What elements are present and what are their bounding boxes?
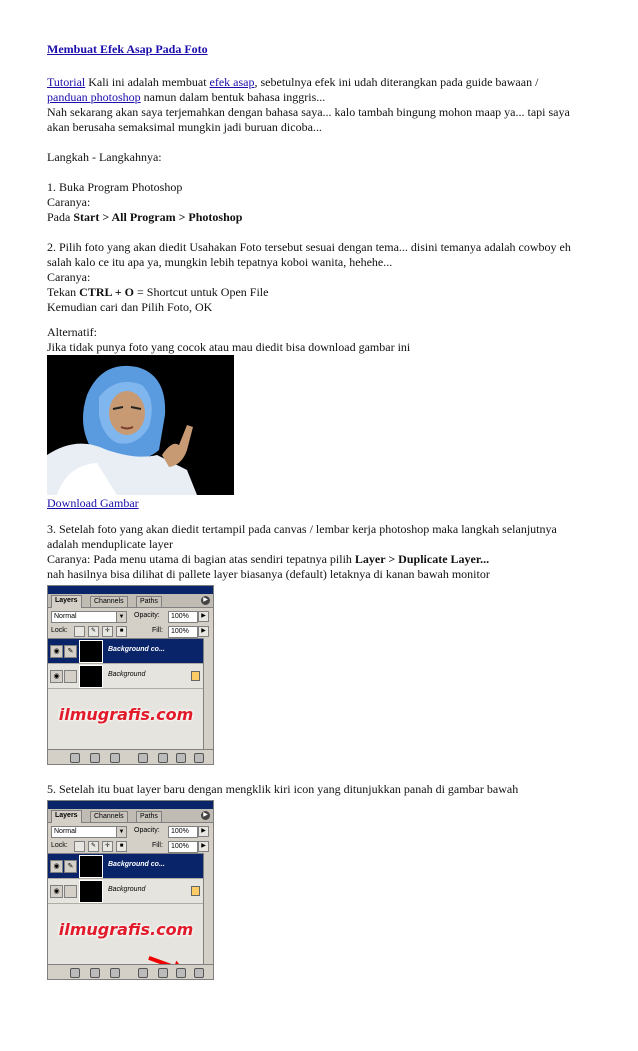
- lock-move-icon[interactable]: ✛: [102, 841, 113, 852]
- step1-caranya: Caranya:: [47, 195, 91, 209]
- panel-bottom-bar: [48, 749, 213, 764]
- step2-line-5: Kemudian cari dan Pilih Foto, OK: [47, 300, 213, 314]
- opacity-arrow-icon[interactable]: ▶: [198, 611, 209, 622]
- panel-titlebar: [48, 801, 213, 809]
- lock-brush-icon[interactable]: ✎: [88, 841, 99, 852]
- intro-line-3: Nah sekarang akan saya terjemahkan dengan bahasa saya... kalo tambah bingung mohon maap ya... tapi saya: [47, 105, 570, 119]
- layer-name: Background co...: [108, 861, 165, 868]
- lock-all-icon[interactable]: ■: [116, 841, 127, 852]
- scrollbar[interactable]: [203, 638, 213, 750]
- layers-panel-screenshot-2: [47, 800, 214, 980]
- lock-row: [48, 623, 213, 638]
- tab-channels[interactable]: Channels: [90, 596, 128, 607]
- trash-icon[interactable]: [194, 968, 204, 978]
- tab-paths[interactable]: Paths: [136, 596, 162, 607]
- brush-icon[interactable]: [64, 885, 77, 898]
- download-line: [47, 496, 139, 511]
- intro-text-2: , sebetulnya efek ini udah diterangkan pada guide bawaan /: [254, 75, 539, 89]
- layer-row-background[interactable]: [48, 664, 204, 689]
- intro-line-4: akan berusaha semaksimal mungkin jadi buruan dicoba...: [47, 120, 322, 134]
- step1-pada: Pada: [47, 210, 74, 224]
- tab-layers[interactable]: Layers: [51, 595, 82, 608]
- article-title[interactable]: [47, 42, 208, 57]
- step1-path-line: [47, 210, 242, 225]
- eye-icon[interactable]: ◉: [50, 860, 63, 873]
- layer-name: Background: [108, 886, 146, 893]
- panel-titlebar: [48, 586, 213, 594]
- lock-row: [48, 838, 213, 853]
- panel-menu-icon[interactable]: ▶: [201, 596, 210, 605]
- layer-thumbnail: [79, 640, 103, 663]
- panel-menu-icon[interactable]: ▶: [201, 811, 210, 820]
- new-set-icon[interactable]: [158, 968, 168, 978]
- layer-name: Background: [108, 671, 146, 678]
- steps-heading: Langkah - Langkahnya:: [47, 150, 162, 164]
- blend-mode-select[interactable]: [51, 611, 127, 623]
- layer-thumbnail: [79, 880, 103, 903]
- layer-thumbnail: [79, 855, 103, 878]
- fill-field[interactable]: 100%: [168, 626, 198, 638]
- lock-brush-icon[interactable]: ✎: [88, 626, 99, 637]
- intro-line-1: [47, 75, 538, 90]
- layers-list: [48, 638, 204, 751]
- layer-style-icon[interactable]: [90, 753, 100, 763]
- step1-title: 1. Buka Program Photoshop: [47, 180, 183, 194]
- alternatif-text: Jika tidak punya foto yang cocok atau mau diedit bisa download gambar ini: [47, 340, 411, 354]
- chevron-down-icon: ▼: [116, 827, 126, 837]
- step3-menu-path: Layer > Duplicate Layer...: [354, 552, 490, 566]
- step2-line-2: salah kalo ce itu apa ya, mungkin lebih tepatnya koboi wanita, hehehe...: [47, 255, 393, 269]
- opacity-field[interactable]: 100%: [168, 826, 198, 838]
- mask-icon[interactable]: [110, 753, 120, 763]
- layers-panel-screenshot-1: [47, 585, 214, 765]
- mask-icon[interactable]: [110, 968, 120, 978]
- layer-row-background-copy[interactable]: [48, 854, 204, 879]
- new-layer-icon[interactable]: [176, 753, 186, 763]
- panel-bottom-bar: [48, 964, 213, 979]
- link-icon[interactable]: [70, 968, 80, 978]
- fill-label: Fill:: [152, 842, 163, 849]
- opacity-field[interactable]: 100%: [168, 611, 198, 623]
- lock-label: Lock:: [51, 842, 68, 849]
- lock-move-icon[interactable]: ✛: [102, 626, 113, 637]
- step3-line-1: 3. Setelah foto yang akan diedit tertampil pada canvas / lembar kerja photoshop maka langkah selanjutnya: [47, 522, 557, 536]
- intro-text-1: Kali ini adalah membuat: [85, 75, 210, 89]
- blend-mode-select[interactable]: [51, 826, 127, 838]
- scrollbar[interactable]: [203, 853, 213, 965]
- layer-row-background[interactable]: [48, 879, 204, 904]
- fill-arrow-icon[interactable]: ▶: [198, 841, 209, 852]
- blend-row: [48, 608, 213, 623]
- intro-text-3: namun dalam bentuk bahasa inggris...: [140, 90, 326, 104]
- fill-label: Fill:: [152, 627, 163, 634]
- adjustment-layer-icon[interactable]: [138, 968, 148, 978]
- tab-layers[interactable]: Layers: [51, 810, 82, 823]
- step3-line-3-text: Caranya: Pada menu utama di bagian atas sendiri tepatnya pilih: [47, 552, 355, 566]
- panduan-photoshop-link[interactable]: panduan photoshop: [47, 90, 141, 104]
- title-link[interactable]: Membuat Efek Asap Pada Foto: [47, 42, 208, 56]
- step2-line-1: 2. Pilih foto yang akan diedit Usahakan Foto tersebut sesuai dengan tema... disini temanya adalah cowboy eh: [47, 240, 571, 254]
- eye-icon[interactable]: ◉: [50, 670, 63, 683]
- step3-line-3: [47, 552, 489, 567]
- step3-line-2: adalah menduplicate layer: [47, 537, 173, 551]
- lock-transparent-icon[interactable]: [74, 841, 85, 852]
- alternatif-label: Alternatif:: [47, 325, 97, 339]
- lock-icon: [191, 886, 200, 896]
- step2-tekan: Tekan: [47, 285, 80, 299]
- opacity-label: Opacity:: [134, 612, 160, 619]
- intro-line-2: [47, 90, 325, 105]
- opacity-label: Opacity:: [134, 827, 160, 834]
- fill-field[interactable]: 100%: [168, 841, 198, 853]
- brush-icon[interactable]: ✎: [64, 860, 77, 873]
- opacity-arrow-icon[interactable]: ▶: [198, 826, 209, 837]
- download-gambar-link[interactable]: Download Gambar: [47, 496, 139, 510]
- layer-thumbnail: [79, 665, 103, 688]
- fill-arrow-icon[interactable]: ▶: [198, 626, 209, 637]
- lock-icon: [191, 671, 200, 681]
- lock-label: Lock:: [51, 627, 68, 634]
- new-layer-icon[interactable]: [176, 968, 186, 978]
- layer-row-background-copy[interactable]: [48, 639, 204, 664]
- layers-list: [48, 853, 204, 966]
- step2-caranya: Caranya:: [47, 270, 91, 284]
- panel-tabs: [48, 809, 213, 823]
- eye-icon[interactable]: ◉: [50, 885, 63, 898]
- adjustment-layer-icon[interactable]: [138, 753, 148, 763]
- layer-name: Background co...: [108, 646, 165, 653]
- eye-icon[interactable]: ◉: [50, 645, 63, 658]
- link-icon[interactable]: [70, 753, 80, 763]
- step3-line-4: nah hasilnya bisa dilihat di pallete layer biasanya (default) letaknya di kanan bawah monitor: [47, 567, 490, 581]
- step5-line-1: 5. Setelah itu buat layer baru dengan mengklik kiri icon yang ditunjukkan panah di gambar bawah: [47, 782, 519, 796]
- step1-path: Start > All Program > Photoshop: [73, 210, 243, 224]
- lock-all-icon[interactable]: ■: [116, 626, 127, 637]
- tutorial-link[interactable]: Tutorial: [47, 75, 86, 89]
- efek-asap-link[interactable]: efek asap: [209, 75, 255, 89]
- panel-tabs: [48, 594, 213, 608]
- brush-icon[interactable]: [64, 670, 77, 683]
- step2-shortcut-line: [47, 285, 268, 300]
- watermark: ilmugrafis.com: [58, 920, 194, 939]
- lock-transparent-icon[interactable]: [74, 626, 85, 637]
- blend-row: [48, 823, 213, 838]
- watermark: ilmugrafis.com: [58, 705, 194, 724]
- chevron-down-icon: ▼: [116, 612, 126, 622]
- step2-shortcut: CTRL + O: [79, 285, 135, 299]
- tab-paths[interactable]: Paths: [136, 811, 162, 822]
- woman-hijab-image: [47, 355, 234, 495]
- layer-style-icon[interactable]: [90, 968, 100, 978]
- brush-icon[interactable]: ✎: [64, 645, 77, 658]
- tab-channels[interactable]: Channels: [90, 811, 128, 822]
- blend-mode-value: Normal: [54, 613, 77, 620]
- blend-mode-value: Normal: [54, 828, 77, 835]
- new-set-icon[interactable]: [158, 753, 168, 763]
- trash-icon[interactable]: [194, 753, 204, 763]
- sample-photo[interactable]: [47, 355, 234, 495]
- step2-after-shortcut: = Shortcut untuk Open File: [134, 285, 269, 299]
